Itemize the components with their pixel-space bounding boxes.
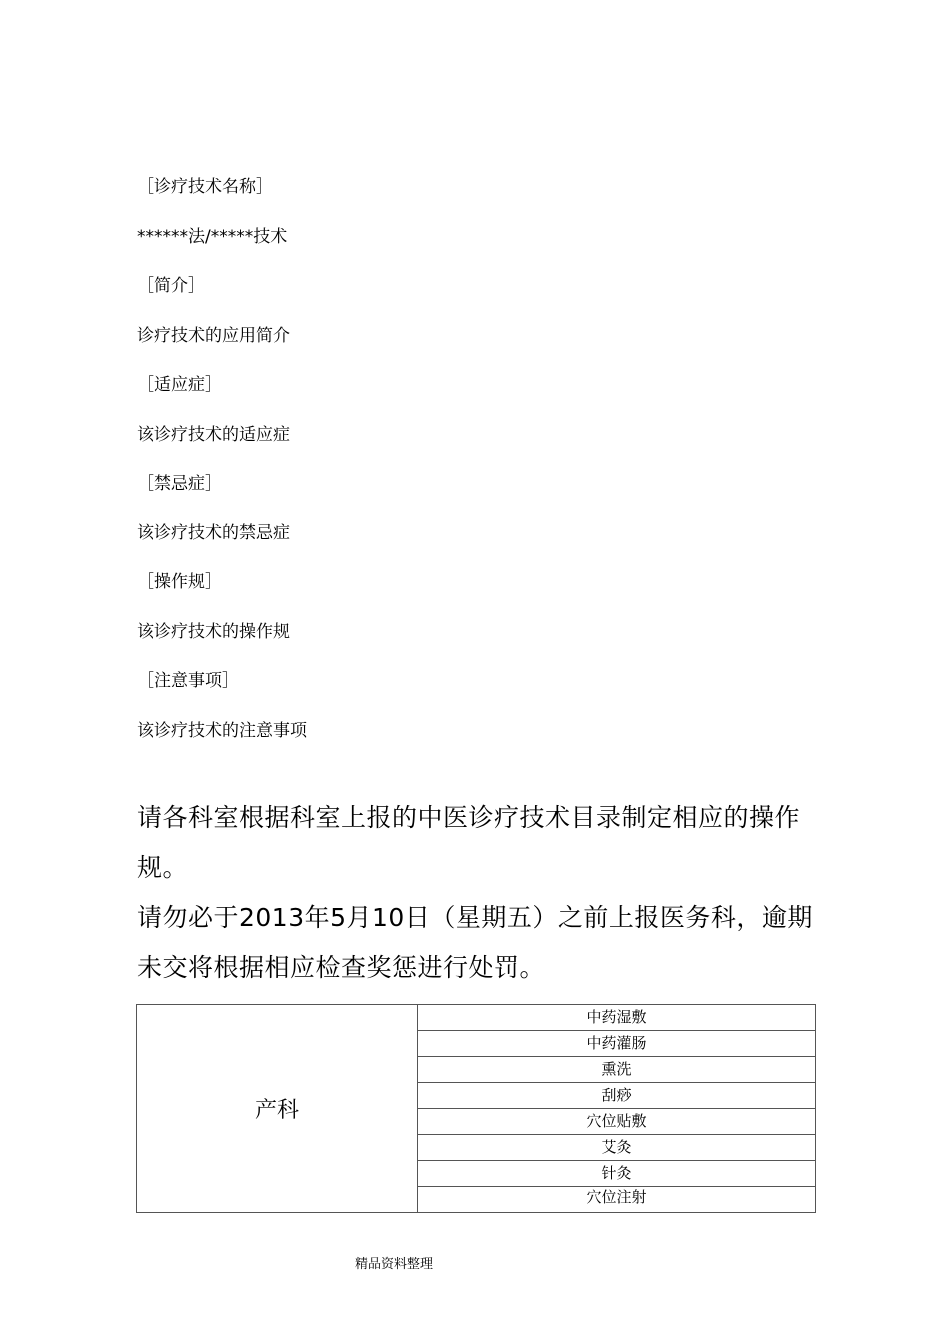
notice-paragraph-2: 请勿必于2013年5月10日（星期五）之前上报医务科，逾期未交将根据相应检查奖惩进行处罚。	[137, 903, 813, 982]
section-heading-procedure: ［操作规］	[137, 572, 222, 592]
technique-table	[136, 1004, 816, 1213]
technique-cell: 穴位贴敷	[418, 1109, 816, 1135]
section-heading-contraindications: ［禁忌症］	[137, 474, 222, 494]
section-heading-precautions: ［注意事项］	[137, 671, 239, 691]
section-body-procedure: 该诊疗技术的操作规	[137, 622, 290, 642]
section-body-precautions: 该诊疗技术的注意事项	[137, 721, 307, 741]
section-body-name: ******法/*****技术	[137, 227, 288, 247]
section-body-indications: 该诊疗技术的适应症	[137, 425, 290, 445]
section-body-intro: 诊疗技术的应用简介	[137, 326, 290, 346]
technique-cell: 艾灸	[418, 1135, 816, 1161]
technique-cell: 中药湿敷	[418, 1005, 816, 1031]
table-row	[137, 1005, 816, 1031]
section-heading-name: ［诊疗技术名称］	[137, 177, 273, 197]
section-body-contraindications: 该诊疗技术的禁忌症	[137, 523, 290, 543]
footer-note: 精品资料整理	[355, 1257, 434, 1272]
technique-cell: 中药灌肠	[418, 1031, 816, 1057]
notice-paragraph-1: 请各科室根据科室上报的中医诊疗技术目录制定相应的操作规。	[137, 803, 801, 882]
technique-cell: 刮痧	[418, 1083, 816, 1109]
department-cell: 产科	[137, 1005, 418, 1213]
technique-cell: 熏洗	[418, 1057, 816, 1083]
technique-cell: 穴位注射	[418, 1187, 816, 1213]
technique-cell: 针灸	[418, 1161, 816, 1187]
section-heading-intro: ［简介］	[137, 276, 205, 296]
section-heading-indications: ［适应症］	[137, 375, 222, 395]
